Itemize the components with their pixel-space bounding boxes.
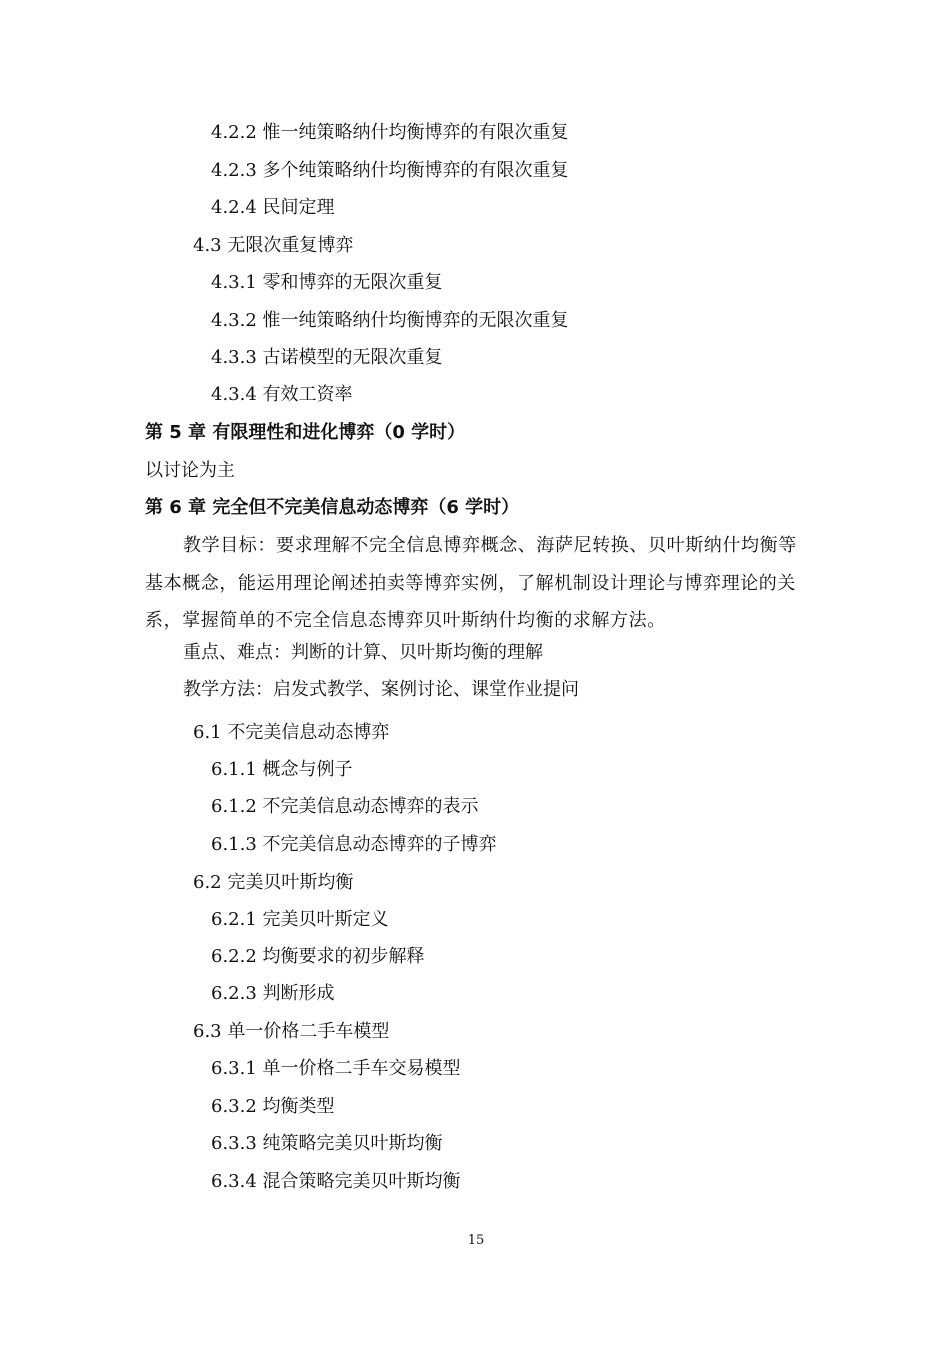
toc-item-4-2-4: 4.2.4 民间定理	[211, 197, 335, 218]
toc-item-4-3-4: 4.3.4 有效工资率	[211, 384, 353, 405]
page-number: 15	[467, 1233, 485, 1248]
toc-item-6-3-2: 6.3.2 均衡类型	[211, 1096, 335, 1117]
toc-item-4-3-2: 4.3.2 惟一纯策略纳什均衡博弈的无限次重复	[211, 310, 569, 331]
toc-section-6-2: 6.2 完美贝叶斯均衡	[193, 872, 354, 893]
toc-item-4-2-3: 4.2.3 多个纯策略纳什均衡博弈的有限次重复	[211, 160, 569, 181]
toc-section-4-3: 4.3 无限次重复博弈	[193, 235, 354, 256]
toc-item-4-2-2: 4.2.2 惟一纯策略纳什均衡博弈的有限次重复	[211, 122, 569, 143]
toc-item-6-1-3: 6.1.3 不完美信息动态博弈的子博弈	[211, 834, 497, 855]
teaching-goal-line-2: 基本概念，能运用理论阐述拍卖等博弈实例，了解机制设计理论与博弈理论的关	[145, 573, 796, 594]
toc-item-6-1-1: 6.1.1 概念与例子	[211, 759, 353, 780]
toc-item-6-3-4: 6.3.4 混合策略完美贝叶斯均衡	[211, 1171, 461, 1192]
chapter-5-note: 以讨论为主	[145, 460, 235, 481]
toc-item-6-2-3: 6.2.3 判断形成	[211, 983, 335, 1004]
teaching-goal-line-3: 系，掌握简单的不完全信息态博弈贝叶斯纳什均衡的求解方法。	[145, 610, 666, 631]
teaching-goal-line-1: 教学目标：要求理解不完全信息博弈概念、海萨尼转换、贝叶斯纳什均衡等	[183, 535, 797, 556]
toc-section-6-1: 6.1 不完美信息动态博弈	[193, 722, 390, 743]
teaching-method: 教学方法：启发式教学、案例讨论、课堂作业提问	[183, 679, 579, 700]
chapter-6-heading: 第 6 章 完全但不完美信息动态博弈（6 学时）	[145, 497, 520, 518]
toc-item-4-3-1: 4.3.1 零和博弈的无限次重复	[211, 272, 443, 293]
toc-item-6-3-3: 6.3.3 纯策略完美贝叶斯均衡	[211, 1133, 443, 1154]
toc-item-4-3-3: 4.3.3 古诺模型的无限次重复	[211, 347, 443, 368]
toc-section-6-3: 6.3 单一价格二手车模型	[193, 1021, 390, 1042]
toc-item-6-3-1: 6.3.1 单一价格二手车交易模型	[211, 1058, 461, 1079]
toc-item-6-2-1: 6.2.1 完美贝叶斯定义	[211, 909, 389, 930]
toc-item-6-1-2: 6.1.2 不完美信息动态博弈的表示	[211, 796, 479, 817]
key-points: 重点、难点：判断的计算、贝叶斯均衡的理解	[183, 642, 543, 663]
toc-item-6-2-2: 6.2.2 均衡要求的初步解释	[211, 946, 425, 967]
chapter-5-heading: 第 5 章 有限理性和进化博弈（0 学时）	[145, 422, 466, 443]
